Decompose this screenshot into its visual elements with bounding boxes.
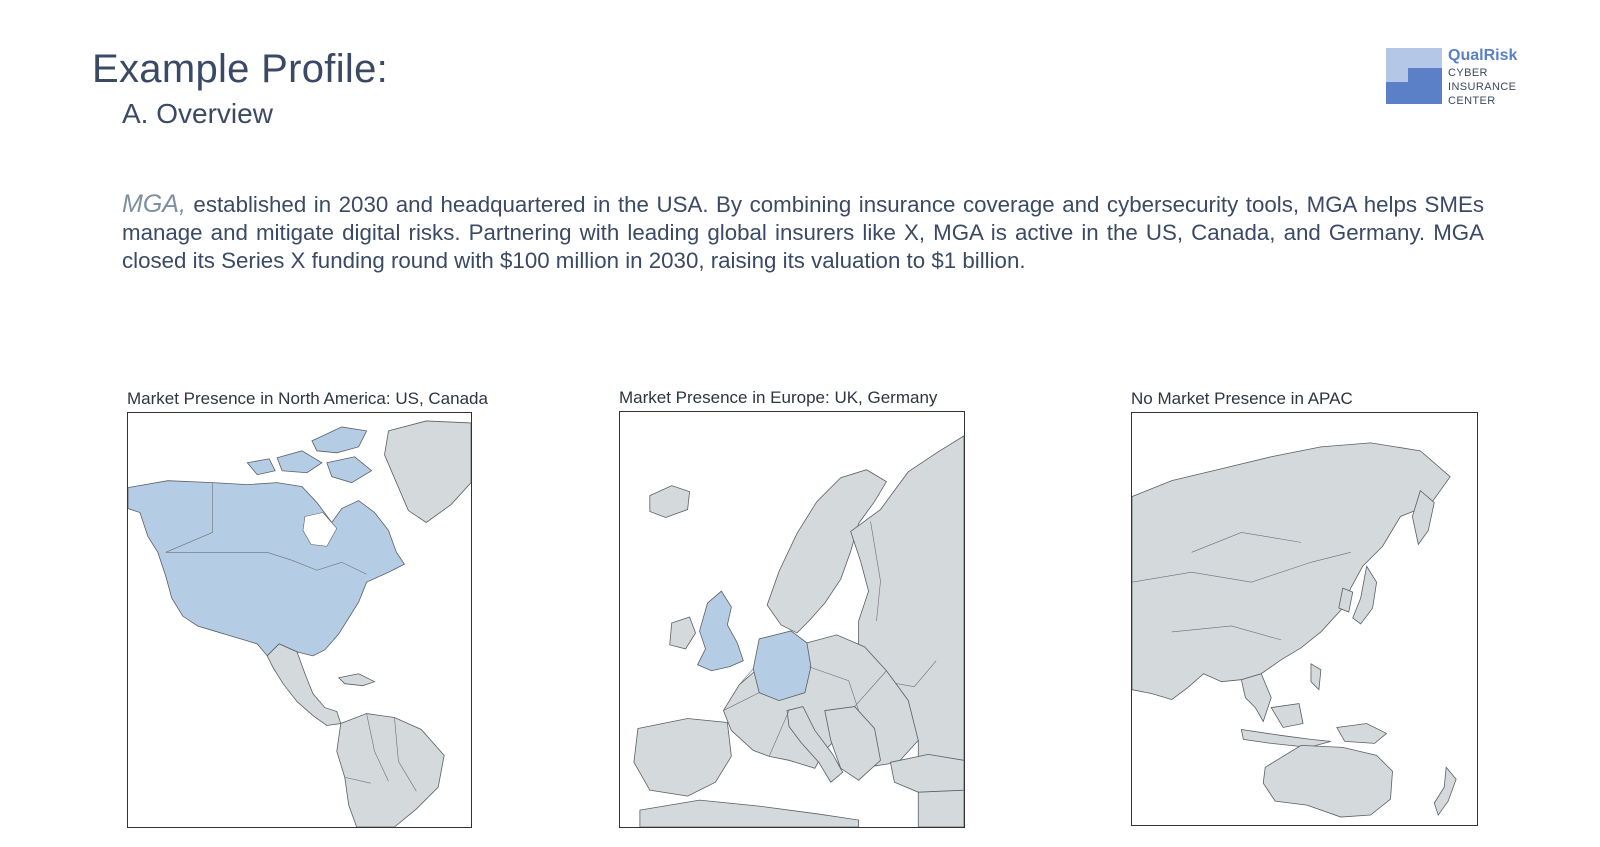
overview-lead: MGA, <box>122 190 186 218</box>
map-apac <box>1131 412 1478 826</box>
overview-body: established in 2030 and headquartered in the USA. By combining insurance coverage and cybersecurity tools, MGA helps SMEs manage and mitigate digital risks. Partnering with leading global insurers like X, MGA is active in the US, Canada, and Germany. MGA closed its Series X funding round with $100 million in 2030, raising its valuation to $1 billion. <box>122 192 1484 273</box>
logo-line-2: INSURANCE <box>1448 81 1517 93</box>
page-subtitle: A. Overview <box>122 98 273 129</box>
map-europe <box>619 411 965 828</box>
map-title-europe: Market Presence in Europe: UK, Germany <box>619 388 938 407</box>
map-title-apac: No Market Presence in APAC <box>1131 389 1353 408</box>
map-title-north-america: Market Presence in North America: US, Canada <box>127 389 488 408</box>
page-title: Example Profile: <box>92 47 389 91</box>
logo-line-3: CENTER <box>1448 95 1496 107</box>
overview-paragraph <box>122 190 1484 275</box>
qualrisk-logo <box>1386 48 1536 110</box>
map-north-america <box>127 412 472 828</box>
logo-line-1: CYBER <box>1448 67 1488 79</box>
logo-mark-icon <box>1386 48 1442 104</box>
logo-brand: QualRisk <box>1448 47 1518 64</box>
